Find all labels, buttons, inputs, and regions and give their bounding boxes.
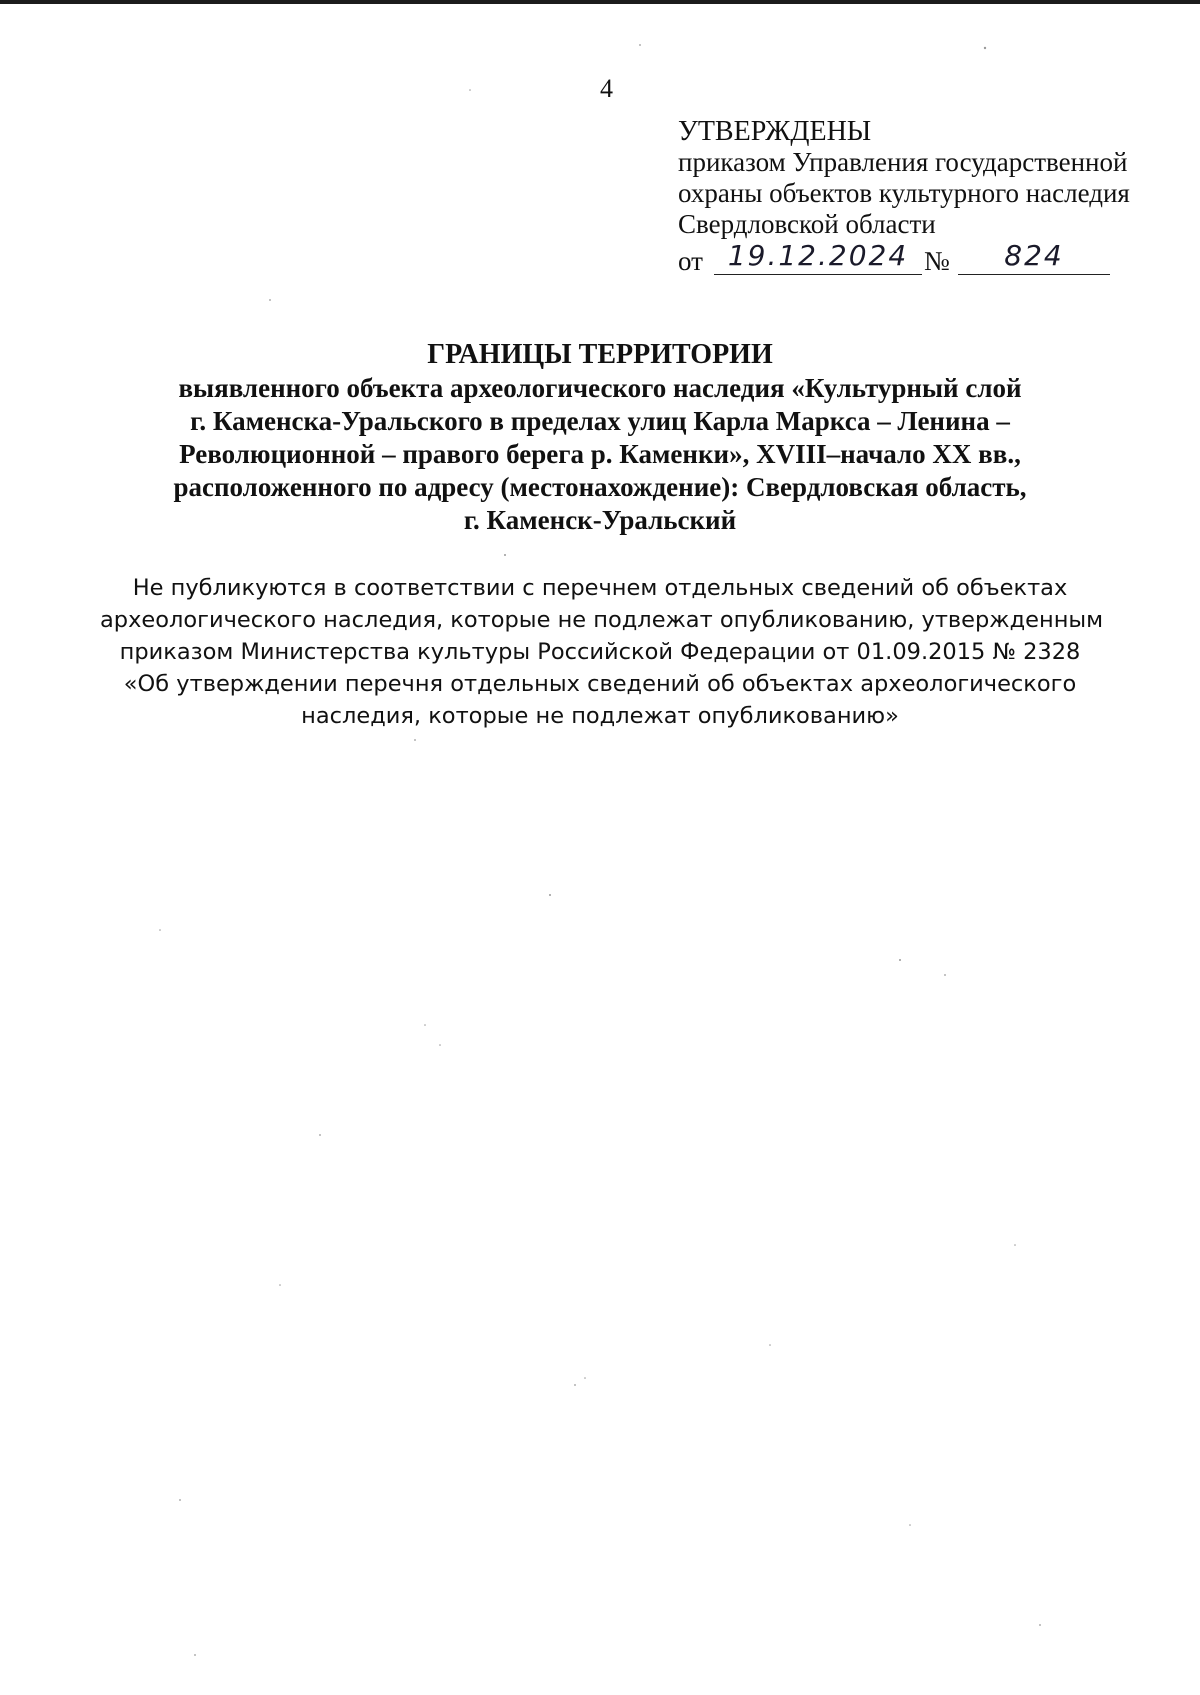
notice-line: «Об утверждении перечня отдельных сведений об объектах археологического xyxy=(123,671,1077,697)
handwritten-date: 19.12.2024 xyxy=(714,240,922,275)
title-line: Революционной – правого берега р. Каменки», XVIII–начало XX вв., xyxy=(179,439,1021,469)
notice-line: археологического наследия, которые не подлежат опубликованию, утвержденным xyxy=(100,607,1104,633)
approval-stamp xyxy=(678,116,1178,280)
document-title xyxy=(100,338,1100,537)
page-number: 4 xyxy=(600,74,613,103)
approval-line: Свердловской области xyxy=(678,209,936,239)
order-date-number-row xyxy=(678,240,1178,280)
title-line: г. Каменска-Уральского в пределах улиц Карла Маркса – Ленина – xyxy=(190,406,1010,436)
handwritten-order-number: 824 xyxy=(958,240,1110,275)
notice-line: Не публикуются в соответствии с перечнем отдельных сведений об объектах xyxy=(132,575,1068,601)
date-prefix: от xyxy=(678,246,703,276)
approval-line: охраны объектов культурного наследия xyxy=(678,178,1130,208)
non-publication-notice xyxy=(100,572,1104,732)
notice-line: приказом Министерства культуры Российской Федерации от 01.09.2015 № 2328 xyxy=(119,639,1081,665)
title-line: расположенного по адресу (местонахождение): Свердловская область, xyxy=(173,472,1027,502)
notice-line: наследия, которые не подлежат опубликованию» xyxy=(301,703,899,729)
title-main: ГРАНИЦЫ ТЕРРИТОРИИ xyxy=(427,339,773,370)
approval-heading: УТВЕРЖДЕНЫ xyxy=(678,116,872,147)
approval-line: приказом Управления государственной xyxy=(678,147,1128,177)
title-line: выявленного объекта археологического наследия «Культурный слой xyxy=(178,373,1022,403)
title-line: г. Каменск-Уральский xyxy=(463,505,737,535)
number-sign: № xyxy=(924,246,950,276)
